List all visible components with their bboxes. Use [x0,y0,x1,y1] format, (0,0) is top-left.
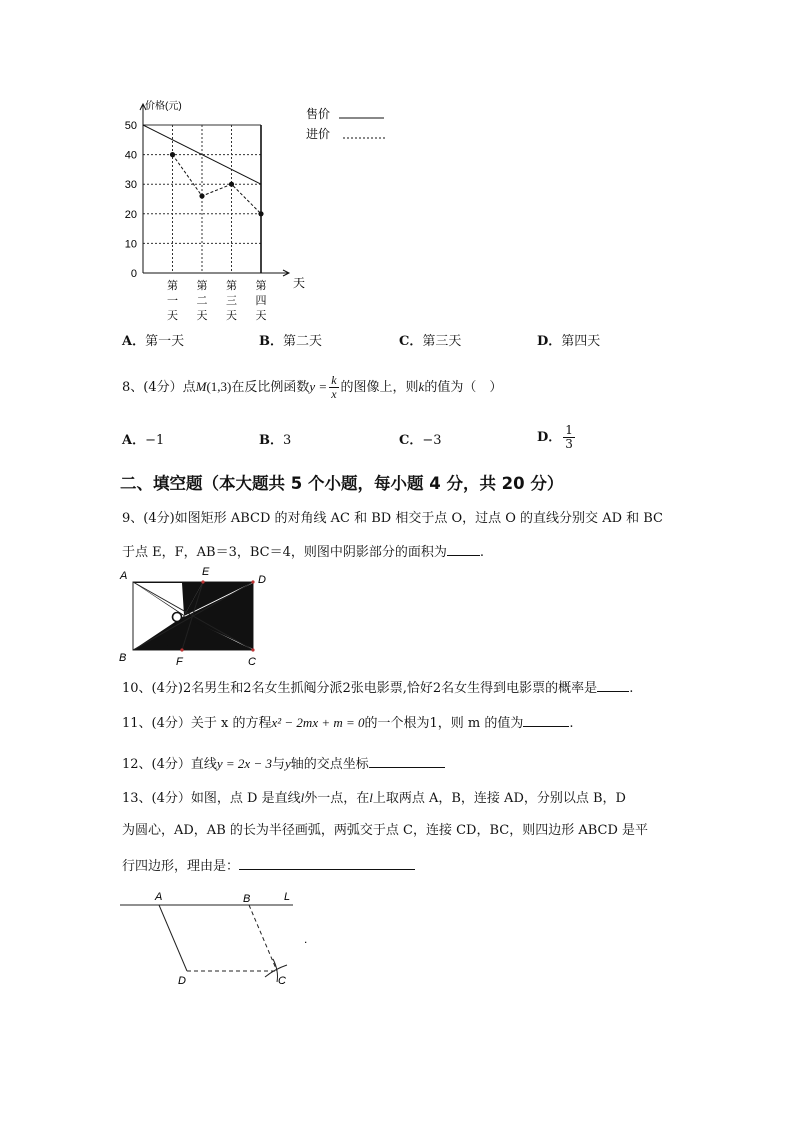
label-b: B [119,652,127,664]
q8-option-b[interactable] [259,432,291,450]
x-tick-label: 天 [255,310,267,322]
rectangle-figure [115,562,275,670]
option-text: 3 [283,433,292,448]
q9-text: 于点 E，F，AB＝3，BC＝4，则图中阴影部分的面积为 [122,545,447,560]
q7-options [122,333,682,351]
q12-equation: y = 2x − 3 [216,756,272,771]
y-tick-label: 10 [124,238,137,251]
segment-bc [249,905,277,971]
q13-text: 行四边形，理由是： [122,859,240,874]
option-text: 第三天 [422,334,462,349]
q9-answer-blank[interactable] [447,541,480,556]
label-l: L [284,891,291,903]
q12-stem [122,753,445,774]
x-tick-label: 天 [196,310,208,322]
label-a: A [155,891,163,903]
q8-options [122,423,682,460]
q11-end: . [569,716,574,731]
q8-option-c[interactable] [399,432,442,450]
option-letter: C． [399,334,423,349]
q8-end: 的值为（ ） [424,380,503,395]
option-letter: D． [537,334,562,349]
label-d: D [258,574,266,586]
y-tick-label: 50 [124,120,137,132]
x-tick-label: 四 [255,295,267,307]
q10-stem [122,677,633,698]
q12-mid: 与 [271,757,285,772]
fraction-numerator: 1 [565,423,573,437]
legend-buy-label: 进价 [306,127,331,141]
q8-prefix: 8、(4分）点 [122,380,196,395]
parallelogram-figure [115,885,315,990]
q7-option-c[interactable] [399,333,461,351]
point-c-marker [251,648,254,651]
series-buy-point [170,152,175,157]
option-text: 第一天 [145,334,185,349]
series-buy-point [258,211,263,216]
y-tick-label: 30 [124,179,137,192]
x-tick-label: 天 [226,310,237,322]
q8-lhs: y = [309,379,328,394]
price-chart [105,95,405,325]
q10-answer-blank[interactable] [597,677,629,692]
q9-line1: 9、(4分)如图矩形 ABCD 的对角线 AC 和 BD 相交于点 O，过点 O 的直线分别交 AD 和 BC [122,511,664,526]
y-tick-label: 20 [124,208,137,221]
q8-stem [122,374,502,400]
q12-answer-blank[interactable] [369,753,445,768]
segment-ad [159,905,187,971]
label-b: B [243,893,251,905]
y-tick-label: 0 [130,268,137,280]
q13-l1: l [300,790,305,805]
fraction-denominator: x [331,387,337,401]
option-letter: D． [537,429,562,445]
y-axis-label: 价格(元) [145,101,182,112]
q8-k: k [418,379,425,394]
legend-sell-label: 售价 [306,107,331,121]
stray-dot: . [304,932,308,946]
x-tick-label: 第 [226,280,237,292]
q8-mid: 在反比例函数 [231,380,310,395]
x-tick-label: 一 [167,295,178,307]
point-e-marker [201,580,204,583]
option-letter: A． [122,433,146,448]
series-buy-point [229,182,234,187]
label-e: E [202,566,210,578]
q11-tail: 的一个根为1，则 m 的值为 [364,716,524,731]
option-letter: B． [259,334,283,349]
option-text: 第二天 [283,334,323,349]
q8-tail: 的图像上，则 [340,380,419,395]
q13-l2: l [369,790,373,805]
label-c: C [248,656,256,668]
q8-fraction [329,374,338,401]
q11-prefix: 11、(4分）关于 x 的方程 [122,716,272,731]
point-f-marker [180,648,183,651]
q7-option-a[interactable] [122,333,184,351]
x-tick-label: 二 [196,295,208,307]
label-c: C [278,975,286,987]
series-buy-point [199,193,204,198]
q13-line1 [122,789,626,808]
q8-coords: (1,3) [206,379,232,394]
q13-text-b: 外一点，在 [304,791,370,806]
option-fraction [563,424,575,451]
q11-equation: x² − 2mx + m = 0 [271,715,365,730]
fraction-numerator: k [331,373,337,387]
q9-end: . [479,545,485,560]
q8-point: M [195,379,207,394]
x-tick-label: 第 [196,280,208,292]
q11-answer-blank[interactable] [523,712,569,727]
x-tick-label: 第 [167,280,178,292]
q12-tail: 轴的交点坐标 [290,757,369,772]
q13-answer-blank[interactable] [239,855,415,870]
q10-text: 10、(4分)2名男生和2名女生抓阄分派2张电影票,恰好2名女生得到电影票的概率是 [122,681,598,696]
y-tick-label: 40 [124,149,137,162]
q9-line2 [122,541,484,562]
q7-option-b[interactable] [259,333,322,351]
q13-text-c: 上取两点 A，B，连接 AD，分别以点 B，D [372,791,626,806]
option-letter: B． [259,433,283,448]
q11-stem [122,712,574,733]
q8-option-d[interactable] [537,424,577,451]
q13-text-a: 13、(4分）如图，点 D 是直线 [122,791,301,806]
point-o-marker [173,613,182,622]
x-tick-label: 第 [255,280,267,292]
point-d-marker [251,580,254,583]
option-text: 第四天 [561,334,601,349]
label-d: D [178,975,186,987]
x-axis-label: 天 [293,276,306,290]
q13-line2: 为圆心，AD，AB 的长为半径画弧，两弧交于点 C，连接 CD，BC，则四边形 ABCD 是平 [122,823,649,838]
label-a: A [120,570,128,582]
option-text: −3 [422,433,442,448]
fraction-denominator: 3 [565,437,573,451]
option-letter: A． [122,334,146,349]
q7-option-d[interactable] [537,333,600,351]
q8-option-a[interactable] [122,432,164,450]
x-tick-label: 三 [226,295,237,307]
option-letter: C． [399,433,423,448]
q12-y: y [285,756,291,771]
q10-end: . [629,681,634,696]
section-heading: 二、填空题（本大题共 5 个小题，每小题 4 分，共 20 分） [120,474,564,493]
option-text: −1 [145,433,165,448]
x-tick-label: 天 [167,310,178,322]
q12-prefix: 12、(4分）直线 [122,757,217,772]
label-f: F [176,656,183,668]
q13-line3 [122,855,415,876]
